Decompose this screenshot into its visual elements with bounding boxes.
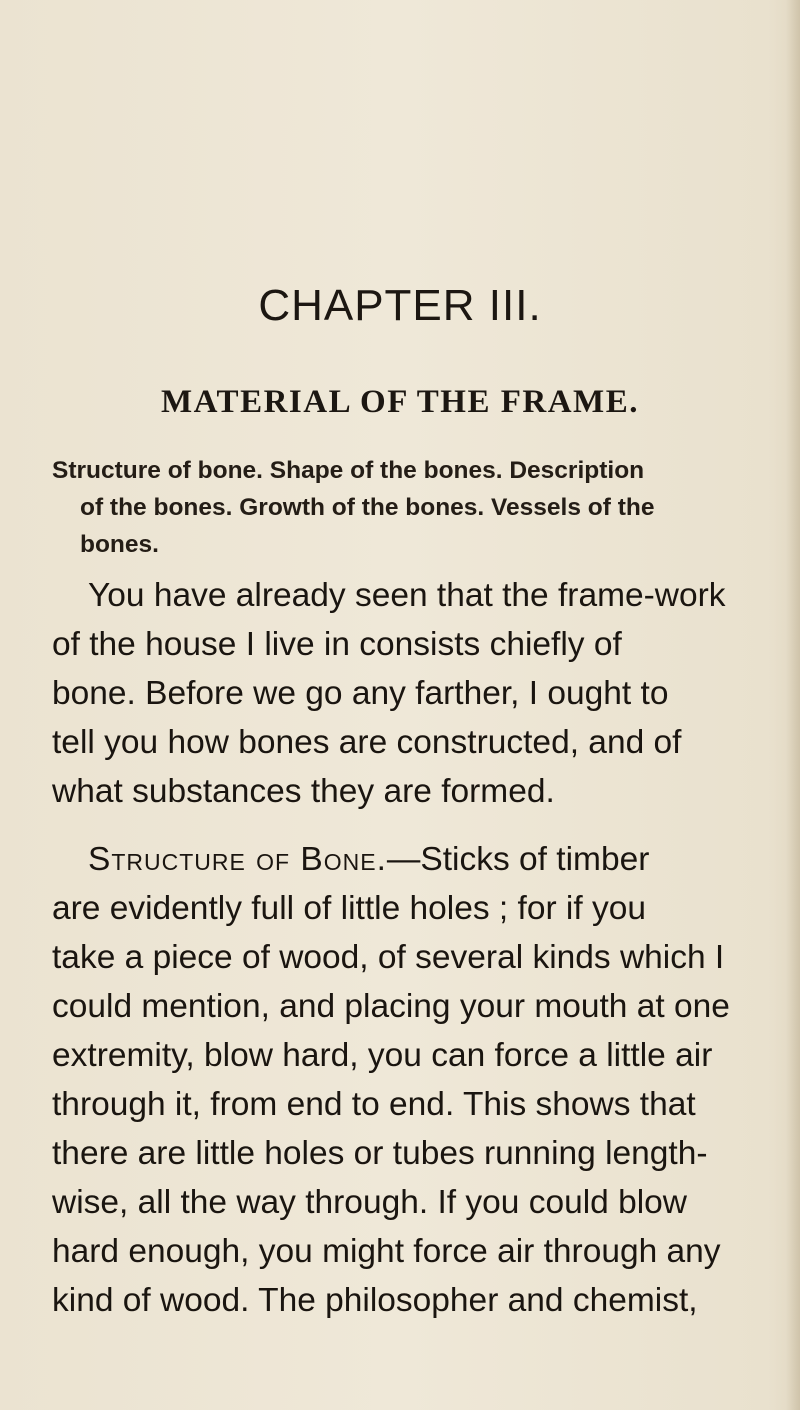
paragraph-line: bone. Before we go any farther, I ought to bbox=[52, 675, 669, 712]
paragraph-line-rest: —Sticks of timber bbox=[386, 841, 650, 878]
chapter-synopsis bbox=[52, 452, 752, 563]
paragraph-line bbox=[52, 835, 752, 884]
paragraph-line: wise, all the way through. If you could blow bbox=[52, 1184, 687, 1221]
paragraph-line: take a piece of wood, of several kinds which I bbox=[52, 939, 725, 976]
paragraph-line: kind of wood. The philosopher and chemist, bbox=[52, 1282, 698, 1319]
paragraph-line: hard enough, you might force air through any bbox=[52, 1233, 721, 1270]
run-in-heading: Structure of Bone. bbox=[88, 841, 387, 878]
section-title: MATERIAL OF THE FRAME. bbox=[161, 384, 639, 420]
paragraph-intro bbox=[52, 571, 752, 816]
paragraph-line: of the house I live in consists chiefly of bbox=[52, 626, 622, 663]
paragraph-line: tell you how bones are constructed, and of bbox=[52, 724, 682, 761]
synopsis-line: bones. bbox=[80, 531, 159, 558]
synopsis-line: of the bones. Growth of the bones. Vessels of the bbox=[80, 494, 655, 521]
chapter-title: CHAPTER III. bbox=[258, 281, 542, 330]
paragraph-line: You have already seen that the frame-work bbox=[88, 577, 726, 614]
paragraph-line: there are little holes or tubes running length- bbox=[52, 1135, 708, 1172]
paragraph-line: extremity, blow hard, you can force a little air bbox=[52, 1037, 713, 1074]
paragraph-line: through it, from end to end. This shows that bbox=[52, 1086, 696, 1123]
synopsis-line: Structure of bone. Shape of the bones. Description bbox=[52, 457, 645, 484]
paragraph-line: are evidently full of little holes ; for if you bbox=[52, 890, 646, 927]
paragraph-line: could mention, and placing your mouth at one bbox=[52, 988, 730, 1025]
paragraph-line: what substances they are formed. bbox=[52, 773, 555, 810]
paragraph-structure-of-bone bbox=[52, 835, 752, 1325]
page-edge-shadow bbox=[786, 0, 800, 1410]
